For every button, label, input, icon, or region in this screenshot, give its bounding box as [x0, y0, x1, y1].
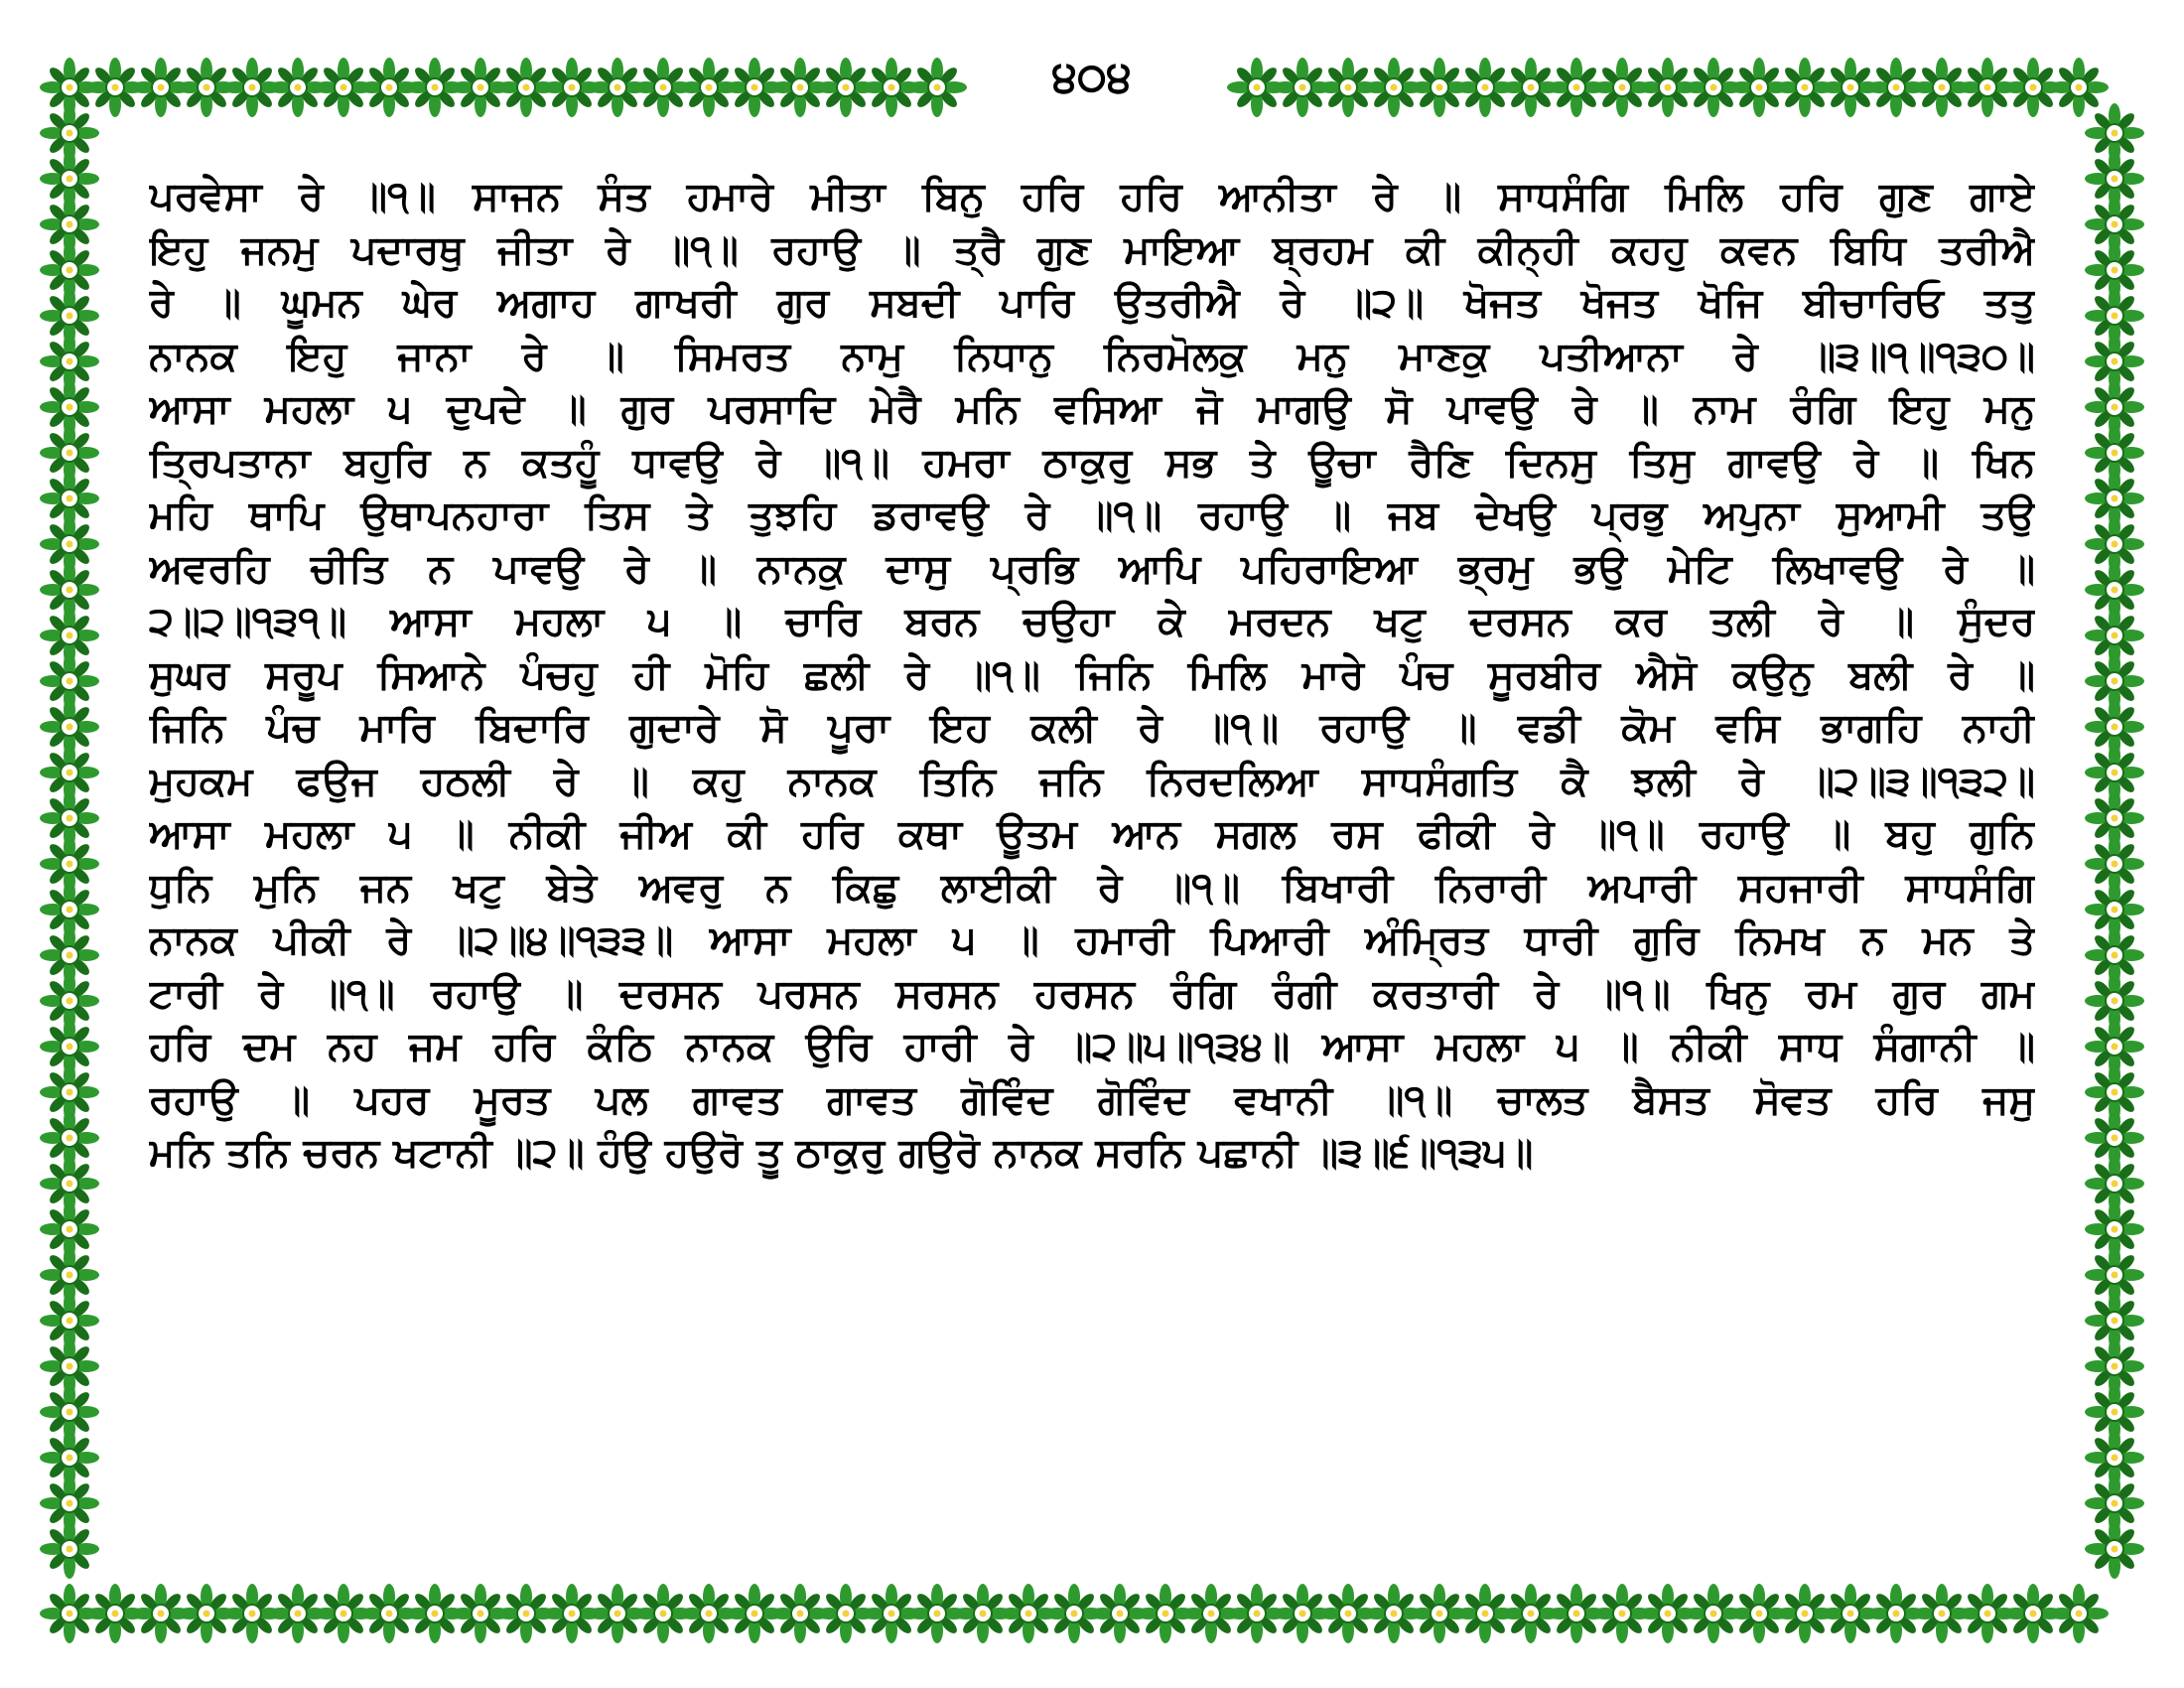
text-line-8: ਅਵਰਹਿ ਚੀਤਿ ਨ ਪਾਵਉ ਰੇ ॥ ਨਾਨਕੁ ਦਾਸੁ ਪ੍ਰਭਿ ਆਪਿ ਪਹਿਰਾਇਆ ਭ੍ਰਮੁ ਭਉ ਮੇਟਿ ਲਿਖਾਵਉ ਰੇ ॥ [149, 545, 2035, 592]
text-line-5: ਆਸਾ ਮਹਲਾ ੫ ਦੁਪਦੇ ॥ ਗੁਰ ਪਰਸਾਦਿ ਮੇਰੈ ਮਨਿ ਵਸਿਆ ਜੋ ਮਾਗਉ ਸੋ ਪਾਵਉ ਰੇ ॥ ਨਾਮ ਰੰਗਿ ਇਹੁ ਮਨੁ [149, 386, 2035, 432]
text-line-9: ੨॥੨॥੧੩੧॥ ਆਸਾ ਮਹਲਾ ੫ ॥ ਚਾਰਿ ਬਰਨ ਚਉਹਾ ਕੇ ਮਰਦਨ ਖਟੁ ਦਰਸਨ ਕਰ ਤਲੀ ਰੇ ॥ ਸੁੰਦਰ [149, 599, 2035, 644]
text-line-18: ਰਹਾਉ ॥ ਪਹਰ ਮੂਰਤ ਪਲ ਗਾਵਤ ਗਾਵਤ ਗੋਵਿੰਦ ਗੋਵਿੰਦ ਵਖਾਨੀ ॥੧॥ ਚਾਲਤ ਬੈਸਤ ਸੋਵਤ ਹਰਿ ਜਸੁ [149, 1076, 2035, 1123]
page-number [0, 52, 2184, 102]
text-line-19: ਮਨਿ ਤਨਿ ਚਰਨ ਖਟਾਨੀ ॥੨॥ ਹੰਉ ਹਉਰੋ ਤੂ ਠਾਕੁਰੁ ਗਉਰੋ ਨਾਨਕ ਸਰਨਿ ਪਛਾਨੀ ॥੩॥੬॥੧੩੫॥ [149, 1130, 1534, 1176]
text-line-13: ਆਸਾ ਮਹਲਾ ੫ ॥ ਨੀਕੀ ਜੀਅ ਕੀ ਹਰਿ ਕਥਾ ਊਤਮ ਆਨ ਸਗਲ ਰਸ ਫੀਕੀ ਰੇ ॥੧॥ ਰਹਾਉ ॥ ਬਹੁ ਗੁਨਿ [149, 811, 2035, 857]
border-left [40, 103, 99, 1579]
text-line-3: ਰੇ ॥ ਘੂਮਨ ਘੇਰ ਅਗਾਹ ਗਾਖਰੀ ਗੁਰ ਸਬਦੀ ਪਾਰਿ ਉਤਰੀਐ ਰੇ ॥੨॥ ਖੋਜਤ ਖੋਜਤ ਖੋਜਿ ਬੀਚਾਰਿਓ ਤਤੁ [149, 280, 2035, 326]
text-line-12: ਮੁਹਕਮ ਫਉਜ ਹਠਲੀ ਰੇ ॥ ਕਹੁ ਨਾਨਕ ਤਿਨਿ ਜਨਿ ਨਿਰਦਲਿਆ ਸਾਧਸੰਗਤਿ ਕੈ ਝਲੀ ਰੇ ॥੨॥੩॥੧੩੨॥ [149, 758, 2035, 804]
text-line-7: ਮਹਿ ਥਾਪਿ ਉਥਾਪਨਹਾਰਾ ਤਿਸ ਤੇ ਤੁਝਹਿ ਡਰਾਵਉ ਰੇ ॥੧॥ ਰਹਾਉ ॥ ਜਬ ਦੇਖਉ ਪ੍ਰਭੁ ਅਪੁਨਾ ਸੁਆਮੀ ਤਉ [149, 492, 2035, 538]
border-right [2085, 103, 2144, 1579]
flower-leaf-vine-icon [40, 1519, 99, 1579]
text-line-15: ਨਾਨਕ ਪੀਕੀ ਰੇ ॥੨॥੪॥੧੩੩॥ ਆਸਾ ਮਹਲਾ ੫ ॥ ਹਮਾਰੀ ਪਿਆਰੀ ਅੰਮ੍ਰਿਤ ਧਾਰੀ ਗੁਰਿ ਨਿਮਖ ਨ ਮਨ ਤੇ [149, 917, 2035, 963]
text-line-17: ਹਰਿ ਦਮ ਨਹ ਜਮ ਹਰਿ ਕੰਠਿ ਨਾਨਕ ਉਰਿ ਹਾਰੀ ਰੇ ॥੨॥੫॥੧੩੪॥ ਆਸਾ ਮਹਲਾ ੫ ॥ ਨੀਕੀ ਸਾਧ ਸੰਗਾਨੀ ॥ [149, 1024, 2035, 1069]
text-line-1: ਪਰਵੇਸਾ ਰੇ ॥੧॥ ਸਾਜਨ ਸੰਤ ਹਮਾਰੇ ਮੀਤਾ ਬਿਨੁ ਹਰਿ ਹਰਿ ਆਨੀਤਾ ਰੇ ॥ ਸਾਧਸੰਗਿ ਮਿਲਿ ਹਰਿ ਗੁਣ ਗਾਏ [149, 174, 2035, 219]
flower-leaf-vine-icon [2049, 1584, 2109, 1643]
text-line-16: ਟਾਰੀ ਰੇ ॥੧॥ ਰਹਾਉ ॥ ਦਰਸਨ ਪਰਸਨ ਸਰਸਨ ਹਰਸਨ ਰੰਗਿ ਰੰਗੀ ਕਰਤਾਰੀ ਰੇ ॥੧॥ ਖਿਨੁ ਰਮ ਗੁਰ ਗਮ [149, 970, 2035, 1017]
flower-leaf-vine-icon [2085, 1519, 2144, 1579]
page-number-text: ੪੦੪ [1034, 52, 1150, 102]
border-bottom [40, 1584, 2109, 1643]
text-line-2: ਇਹੁ ਜਨਮੁ ਪਦਾਰਥੁ ਜੀਤਾ ਰੇ ॥੧॥ ਰਹਾਉ ॥ ਤ੍ਰੈ ਗੁਣ ਮਾਇਆ ਬ੍ਰਹਮ ਕੀ ਕੀਨ੍ਹੀ ਕਹਹੁ ਕਵਨ ਬਿਧਿ ਤਰੀਐ [149, 226, 2035, 273]
text-line-6: ਤ੍ਰਿਪਤਾਨਾ ਬਹੁਰਿ ਨ ਕਤਹੂੰ ਧਾਵਉ ਰੇ ॥੧॥ ਹਮਰਾ ਠਾਕੁਰੁ ਸਭ ਤੇ ਊਚਾ ਰੈਣਿ ਦਿਨਸੁ ਤਿਸੁ ਗਾਵਉ ਰੇ ॥ ਖਿਨ [149, 439, 2035, 486]
text-line-14: ਧੁਨਿ ਮੁਨਿ ਜਨ ਖਟੁ ਬੇਤੇ ਅਵਰੁ ਨ ਕਿਛੁ ਲਾਈਕੀ ਰੇ ॥੧॥ ਬਿਖਾਰੀ ਨਿਰਾਰੀ ਅਪਾਰੀ ਸਹਜਾਰੀ ਸਾਧਸੰਗਿ [149, 864, 2035, 911]
scripture-text-block [149, 171, 2035, 1181]
text-line-10: ਸੁਘਰ ਸਰੂਪ ਸਿਆਨੇ ਪੰਚਹੁ ਹੀ ਮੋਹਿ ਛਲੀ ਰੇ ॥੧॥ ਜਿਨਿ ਮਿਲਿ ਮਾਰੇ ਪੰਚ ਸੂਰਬੀਰ ਐਸੋ ਕਉਨੁ ਬਲੀ ਰੇ ॥ [149, 651, 2035, 698]
text-line-11: ਜਿਨਿ ਪੰਚ ਮਾਰਿ ਬਿਦਾਰਿ ਗੁਦਾਰੇ ਸੋ ਪੂਰਾ ਇਹ ਕਲੀ ਰੇ ॥੧॥ ਰਹਾਉ ॥ ਵਡੀ ਕੋਮ ਵਸਿ ਭਾਗਹਿ ਨਾਹੀ [149, 705, 2035, 751]
text-line-4: ਨਾਨਕ ਇਹੁ ਜਾਨਾ ਰੇ ॥ ਸਿਮਰਤ ਨਾਮੁ ਨਿਧਾਨੁ ਨਿਰਮੋਲਕੁ ਮਨੁ ਮਾਣਕੁ ਪਤੀਆਨਾ ਰੇ ॥੩॥੧॥੧੩੦॥ [149, 333, 2035, 379]
